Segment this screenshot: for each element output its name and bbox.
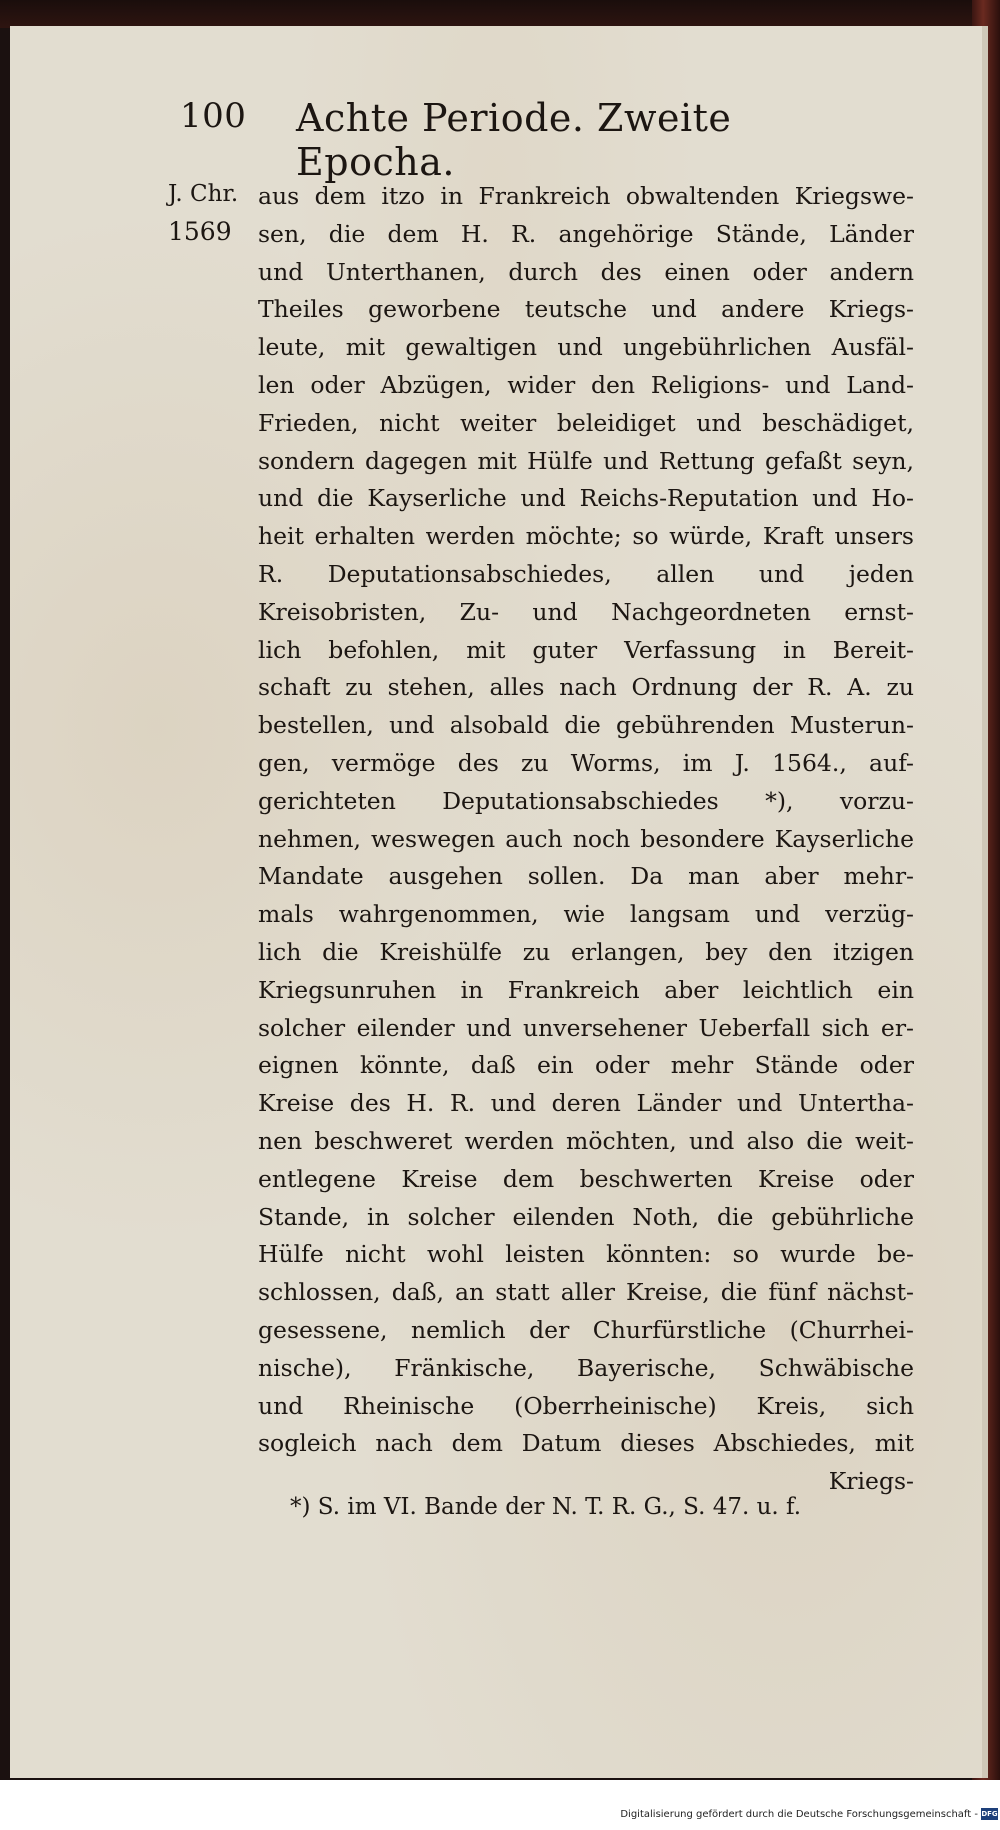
running-head: Achte Periode. Zweite Epocha. <box>296 96 732 184</box>
text-line: aus dem itzo in Frankreich obwaltenden Kriegswe- <box>258 182 914 210</box>
footnote: *) S. im VI. Bande der N. T. R. G., S. 47. u. f. <box>290 1494 802 1520</box>
main-text-block <box>258 178 914 1501</box>
text-line: entlegene Kreise dem beschwerten Kreise oder <box>258 1164 914 1193</box>
text-line: len oder Abzügen, wider den Religions- und Land- <box>258 370 914 399</box>
text-line: Hülfe nicht wohl leisten könnten: so wurde be- <box>258 1240 914 1269</box>
text-line: nehmen, weswegen auch noch besondere Kayserliche <box>258 824 914 853</box>
text-line: lich die Kreishülfe zu erlangen, bey den itzigen <box>258 937 914 966</box>
text-line: Kriegs- <box>828 1467 914 1496</box>
text-line: nische), Fränkische, Bayerische, Schwäbische <box>258 1353 914 1382</box>
scan-footer-bar <box>0 1780 1000 1830</box>
text-line: sondern dagegen mit Hülfe und Rettung gefaßt seyn, <box>258 446 914 475</box>
text-line: schlossen, daß, an statt aller Kreise, die fünf nächst- <box>258 1278 914 1307</box>
text-line: gesessene, nemlich der Churfürstliche (Churrhei- <box>258 1315 914 1344</box>
text-line: Frieden, nicht weiter beleidiget und beschädiget, <box>258 408 914 437</box>
book-cover-top <box>0 0 1000 28</box>
text-line: eignen könnte, daß ein oder mehr Stände oder <box>258 1051 914 1080</box>
text-line: Kriegsunruhen in Frankreich aber leichtlich ein <box>258 975 914 1004</box>
text-line: sen, die dem H. R. angehörige Stände, Länder <box>258 219 914 248</box>
text-line: Mandate ausgehen sollen. Da man aber mehr- <box>258 862 914 891</box>
margin-era: J. Chr. <box>168 181 239 207</box>
page-header <box>166 84 886 184</box>
text-line: heit erhalten werden möchte; so würde, Kraft unsers <box>258 522 914 551</box>
text-line: Stande, in solcher eilenden Noth, die gebührliche <box>258 1202 914 1231</box>
margin-year: 1569 <box>168 217 232 246</box>
dfg-logo: DFG <box>981 1810 998 1818</box>
text-line: gerichteten Deputationsabschiedes *), vorzu- <box>258 786 914 815</box>
text-line: Theiles geworbene teutsche und andere Kriegs- <box>258 295 914 324</box>
digitization-credit: Digitalisierung gefördert durch die Deutsche Forschungsgemeinschaft - <box>620 1809 978 1820</box>
text-line: nen beschweret werden möchten, und also die weit- <box>258 1126 914 1155</box>
text-line: Kreisobristen, Zu- und Nachgeordneten ernst- <box>258 597 914 626</box>
text-line: R. Deputationsabschiedes, allen und jeden <box>258 559 914 588</box>
text-line: und die Kayserliche und Reichs-Reputation und Ho- <box>258 484 914 513</box>
text-line: gen, vermöge des zu Worms, im J. 1564., auf- <box>258 748 914 777</box>
page-number: 100 <box>180 96 247 136</box>
text-line: und Rheinische (Oberrheinische) Kreis, sich <box>258 1391 914 1420</box>
text-line: Kreise des H. R. und deren Länder und Untertha- <box>258 1089 914 1118</box>
text-line: mals wahrgenommen, wie langsam und verzüg- <box>258 900 914 929</box>
text-line: lich befohlen, mit guter Verfassung in Bereit- <box>258 635 914 664</box>
text-line: schaft zu stehen, alles nach Ordnung der R. A. zu <box>258 673 914 702</box>
text-line: sogleich nach dem Datum dieses Abschiedes, mit <box>258 1429 914 1458</box>
text-line: solcher eilender und unversehener Ueberfall sich er- <box>258 1013 914 1042</box>
text-line: und Unterthanen, durch des einen oder andern <box>258 257 914 286</box>
text-line: leute, mit gewaltigen und ungebührlichen Ausfäl- <box>258 333 914 362</box>
text-line: bestellen, und alsobald die gebührenden Musterun- <box>258 711 914 740</box>
